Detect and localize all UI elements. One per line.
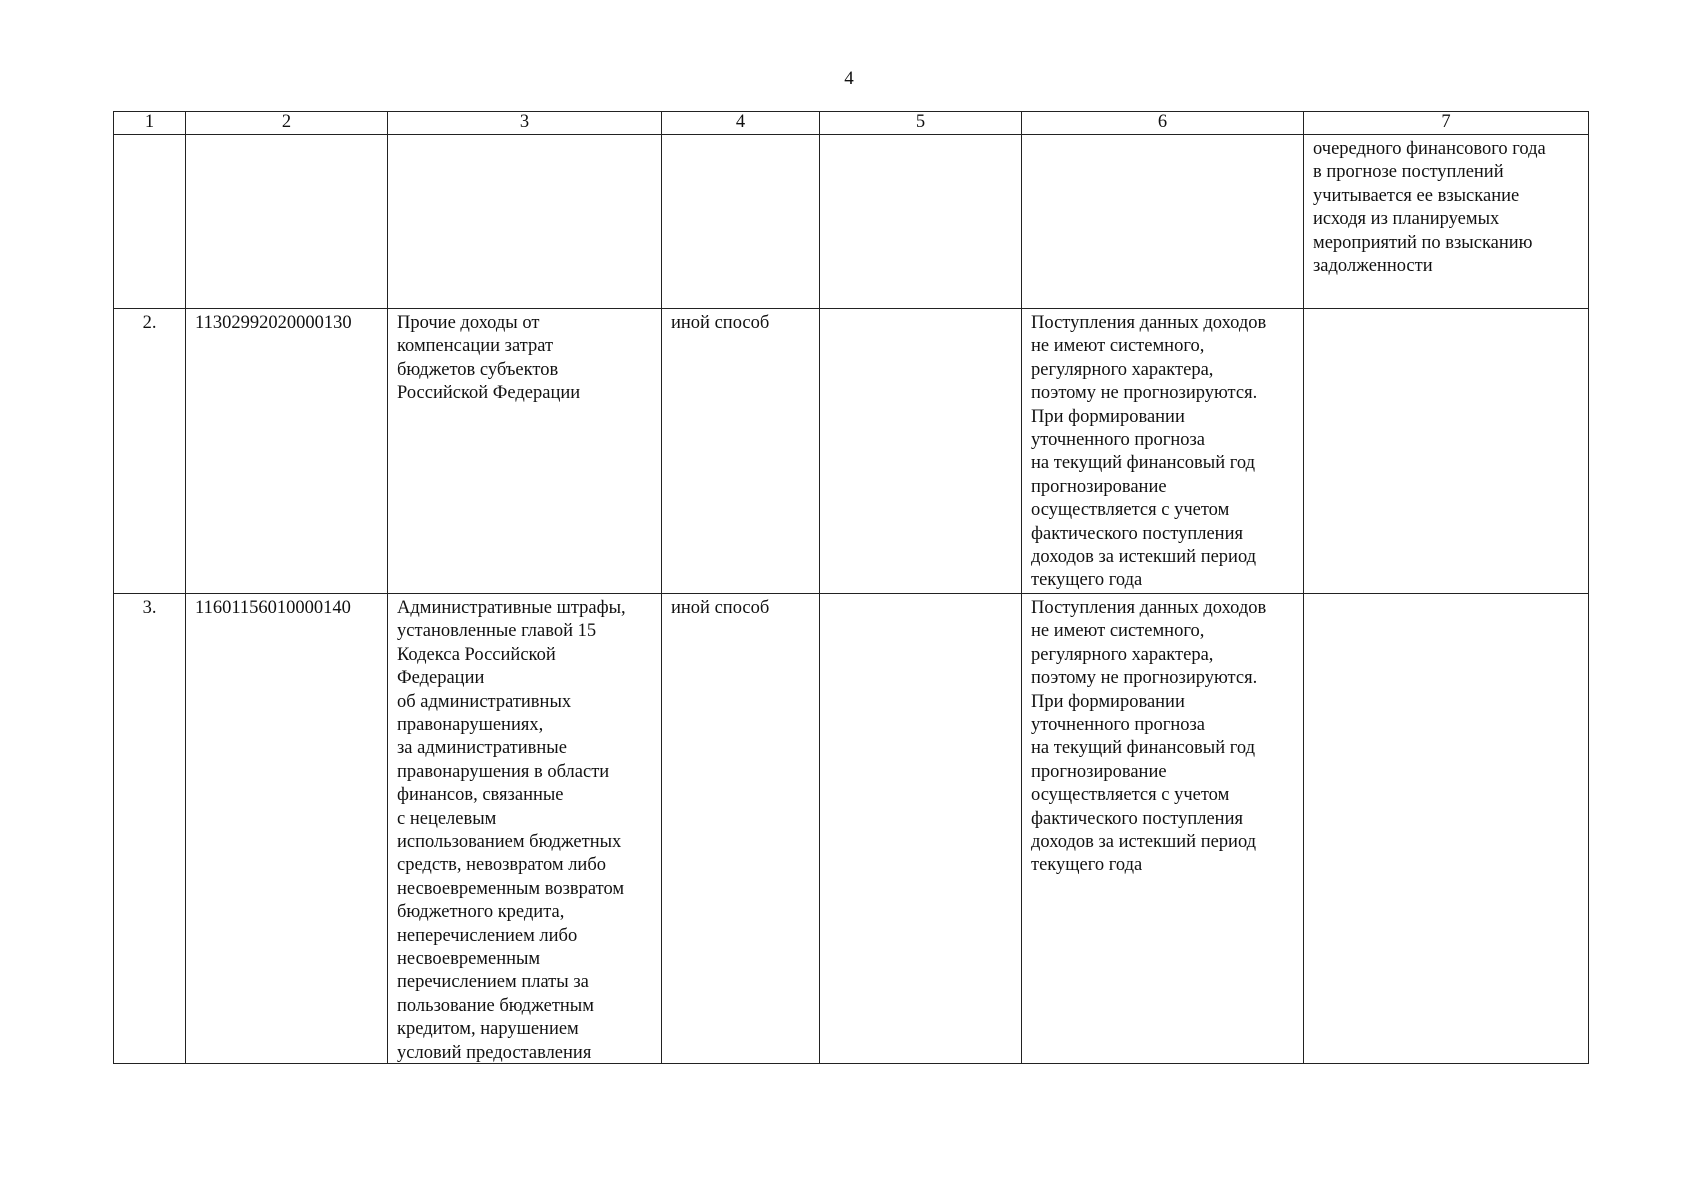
table-row — [114, 309, 1589, 594]
table-cell — [186, 135, 388, 309]
forecast-description: Поступления данных доходов не имеют системного, регулярного характера, поэтому не прогнозируются. При формировании уточненного прогноза на текущий финансовый год прогнозирование осуществляется с учетом фактического поступления доходов за истекший период текущего года — [1022, 309, 1304, 594]
page-number: 4 — [844, 68, 854, 89]
column-header-4: 4 — [662, 112, 820, 135]
column-header-6: 6 — [1022, 112, 1304, 135]
forecast-method: иной способ — [662, 309, 820, 594]
table-cell — [820, 135, 1022, 309]
column-header-5: 5 — [820, 112, 1022, 135]
table-header-row — [114, 112, 1589, 135]
table-cell — [662, 135, 820, 309]
column-header-2: 2 — [186, 112, 388, 135]
continuation-text: очередного финансового года в прогнозе поступлений учитывается ее взыскание исходя из планируемых мероприятий по взысканию задолженности — [1304, 135, 1589, 309]
forecast-method: иной способ — [662, 593, 820, 1063]
income-name: Административные штрафы, установленные главой 15 Кодекса Российской Федерации об административных правонарушениях, за административные правонарушения в области финансов, связанные с нецелевым использованием бюджетных средств, невозвратом либо несвоевременным возвратом бюджетного кредита, неперечислением либо несвоевременным перечислением платы за пользование бюджетным кредитом, нарушением условий предоставления — [397, 597, 626, 1063]
income-name-cell — [388, 593, 662, 1063]
table-cell-col5 — [820, 593, 1022, 1063]
forecast-description: Поступления данных доходов не имеют системного, регулярного характера, поэтому не прогнозируются. При формировании уточненного прогноза на текущий финансовый год прогнозирование осуществляется с учетом фактического поступления доходов за истекший период текущего года — [1022, 593, 1304, 1063]
row-number: 2. — [114, 309, 186, 594]
table-row-continuation — [114, 135, 1589, 309]
table-cell-col7 — [1304, 593, 1589, 1063]
table-row — [114, 593, 1589, 1063]
revenue-forecast-table — [113, 111, 1589, 1064]
row-number: 3. — [114, 593, 186, 1063]
table-cell-col7 — [1304, 309, 1589, 594]
table-cell — [114, 135, 186, 309]
column-header-7: 7 — [1304, 112, 1589, 135]
table-cell-col5 — [820, 309, 1022, 594]
column-header-1: 1 — [114, 112, 186, 135]
table-cell — [388, 135, 662, 309]
income-code: 11302992020000130 — [186, 309, 388, 594]
table-cell — [1022, 135, 1304, 309]
income-name: Прочие доходы от компенсации затрат бюджетов субъектов Российской Федерации — [388, 309, 662, 594]
income-code: 11601156010000140 — [186, 593, 388, 1063]
column-header-3: 3 — [388, 112, 662, 135]
